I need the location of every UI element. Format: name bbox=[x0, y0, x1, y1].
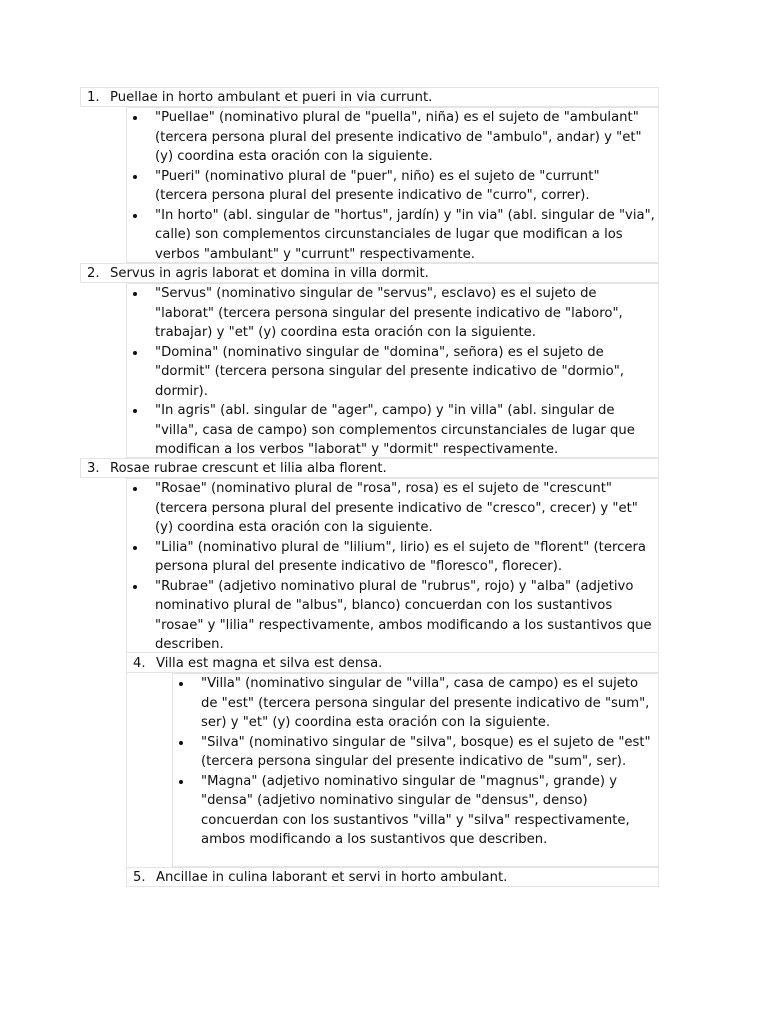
item-number: 2. bbox=[87, 266, 100, 281]
bullet-icon bbox=[173, 674, 201, 733]
note-item: "Lilia" (nominativo plural de "lilium", lirio) es el sujeto de "florent" (tercera persona plural del presente indicativo de "floresco", florecer). bbox=[127, 538, 658, 577]
note-item: "In agris" (abl. singular de "ager", campo) y "in villa" (abl. singular de "villa", casa de campo) son complementos circunstanciales de lugar que modifican a los verbos "laborat" y "dormit" respectivamente. bbox=[127, 401, 658, 460]
list-item-5 bbox=[126, 867, 659, 887]
bullet-icon bbox=[127, 167, 155, 206]
list-item-2 bbox=[80, 263, 659, 283]
item-number: 1. bbox=[87, 90, 100, 105]
note-item: "Villa" (nominativo singular de "villa", casa de campo) es el sujeto de "est" (tercera persona singular del presente indicativo de "sum", ser) y "et" (y) coordina esta oración con la siguiente. bbox=[173, 674, 658, 733]
notes-block-2 bbox=[126, 283, 659, 458]
bullet-icon bbox=[127, 284, 155, 343]
note-item: "Silva" (nominativo singular de "silva", bosque) es el sujeto de "est" (tercera persona singular del presente indicativo de "sum", ser). bbox=[173, 733, 658, 772]
bullet-icon bbox=[127, 343, 155, 402]
latin-sentence: Ancillae in culina laborant et servi in horto ambulant. bbox=[156, 870, 508, 885]
notes-block-3 bbox=[126, 478, 659, 653]
item-number: 4. bbox=[133, 656, 146, 671]
latin-sentence: Servus in agris laborat et domina in villa dormit. bbox=[110, 266, 429, 281]
notes-block-1 bbox=[126, 107, 659, 263]
note-item: "Puellae" (nominativo plural de "puella", niña) es el sujeto de "ambulant" (tercera persona plural del presente indicativo de "ambulo", andar) y "et" (y) coordina esta oración con la siguiente. bbox=[127, 108, 658, 167]
note-item: "Rosae" (nominativo plural de "rosa", rosa) es el sujeto de "crescunt" (tercera persona plural del presente indicativo de "cresco", crecer) y "et" (y) coordina esta oración con la siguiente. bbox=[127, 479, 658, 538]
bullet-icon bbox=[173, 772, 201, 850]
item-number: 5. bbox=[133, 870, 146, 885]
bullet-icon bbox=[127, 206, 155, 265]
bullet-icon bbox=[127, 577, 155, 655]
item-number: 3. bbox=[87, 461, 100, 476]
note-item: "Pueri" (nominativo plural de "puer", niño) es el sujeto de "currunt" (tercera persona plural del presente indicativo de "curro", correr). bbox=[127, 167, 658, 206]
bullet-icon bbox=[127, 538, 155, 577]
bullet-icon bbox=[127, 479, 155, 538]
list-item-1 bbox=[80, 87, 659, 107]
bullet-icon bbox=[127, 401, 155, 460]
note-item: "In horto" (abl. singular de "hortus", jardín) y "in via" (abl. singular de "via", calle) son complementos circunstanciales de lugar que modifican a los verbos "ambulant" y "currunt" respectivamente. bbox=[127, 206, 658, 265]
note-item: "Magna" (adjetivo nominativo singular de "magnus", grande) y "densa" (adjetivo nominativo singular de "densus", denso) concuerdan con los sustantivos "villa" y "silva" respectivamente, ambos modificando a los sustantivos que describen. bbox=[173, 772, 658, 850]
bullet-icon bbox=[173, 733, 201, 772]
latin-sentence: Villa est magna et silva est densa. bbox=[156, 656, 383, 671]
notes-block-4 bbox=[172, 673, 659, 867]
list-item-3 bbox=[80, 458, 659, 478]
nesting-rule bbox=[126, 673, 127, 867]
note-item: "Rubrae" (adjetivo nominativo plural de "rubrus", rojo) y "alba" (adjetivo nominativo plural de "albus", blanco) concuerdan con los sustantivos "rosae" y "lilia" respectivamente, ambos modificando a los sustantivos que describen. bbox=[127, 577, 658, 655]
note-item: "Servus" (nominativo singular de "servus", esclavo) es el sujeto de "laborat" (tercera persona singular del presente indicativo de "laboro", trabajar) y "et" (y) coordina esta oración con la siguiente. bbox=[127, 284, 658, 343]
bullet-icon bbox=[127, 108, 155, 167]
latin-sentence: Rosae rubrae crescunt et lilia alba florent. bbox=[110, 461, 387, 476]
latin-sentence: Puellae in horto ambulant et pueri in via currunt. bbox=[110, 90, 433, 105]
note-item: "Domina" (nominativo singular de "domina", señora) es el sujeto de "dormit" (tercera persona singular del presente indicativo de "dormio", dormir). bbox=[127, 343, 658, 402]
list-item-4 bbox=[126, 653, 659, 673]
